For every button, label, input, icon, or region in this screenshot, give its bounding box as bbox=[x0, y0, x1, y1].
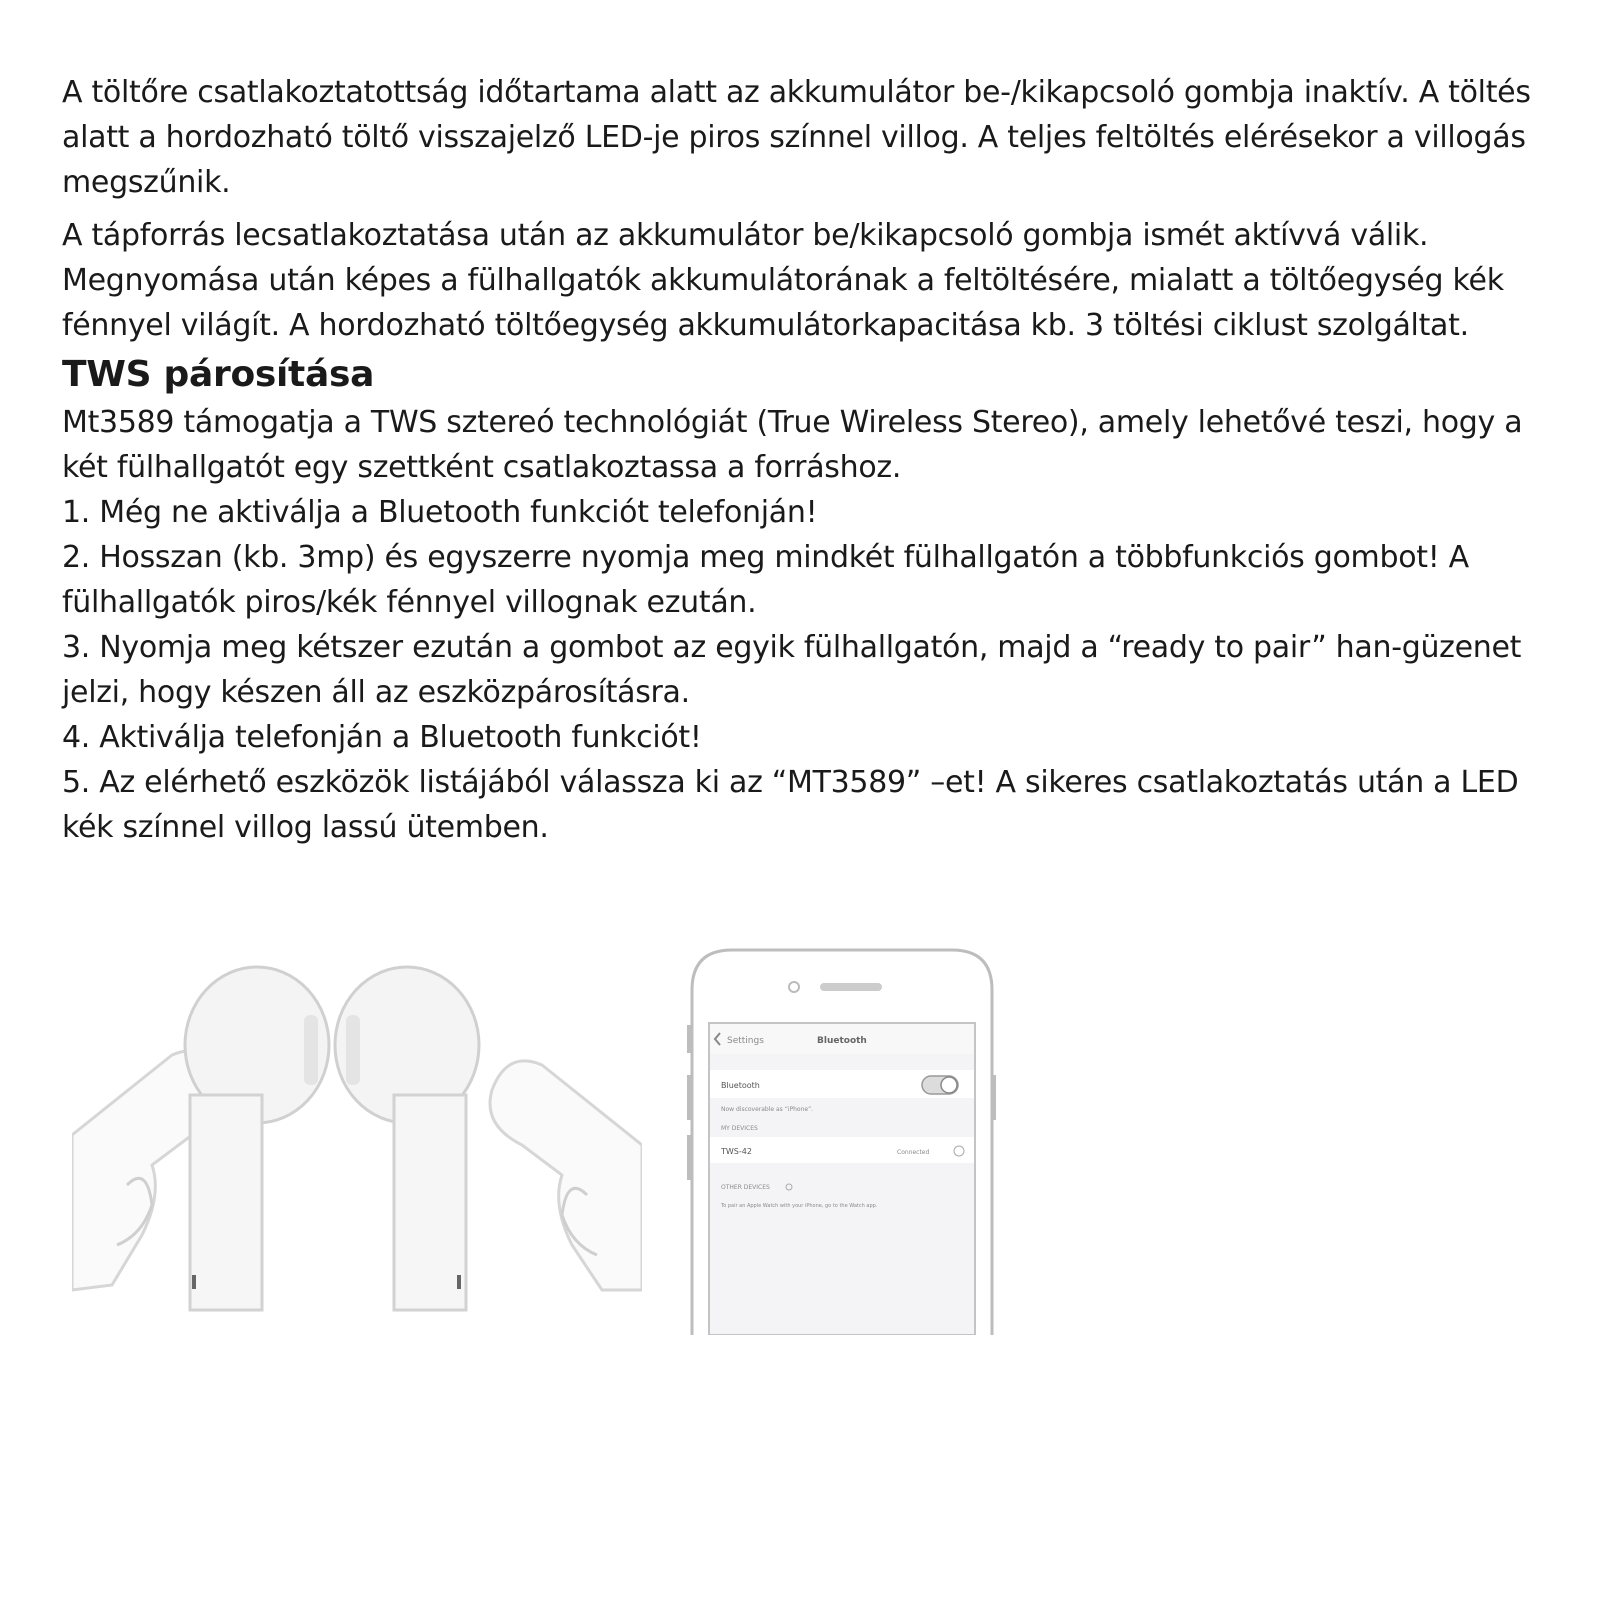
screen-title: Bluetooth bbox=[817, 1036, 867, 1046]
step-3: 3. Nyomja meg kétszer ezután a gombot az egyik fülhallgatón, majd a “ready to pair” han-güzenet jelzi, hogy készen áll az eszközpárosításra. bbox=[62, 630, 1522, 710]
paragraph-power-source: A tápforrás lecsatlakoztatása után az akkumulátor be/kikapcsoló gombja ismét aktívvá válik. Megnyomása után képes a fülhallgatók akkumulátorának a feltöltésére, mialatt a töltőegység kék fénnyel világít. A hordozható töltőegység akkumulátorkapacitása kb. 3 töltési ciklust szolgáltat. bbox=[62, 218, 1504, 343]
step-4: 4. Aktiválja telefonján a Bluetooth funkciót! bbox=[62, 720, 702, 755]
document-page bbox=[62, 70, 1552, 850]
pair-note: To pair an Apple Watch with your iPhone, go to the Watch app. bbox=[721, 1203, 878, 1209]
section-intro: Mt3589 támogatja a TWS sztereó technológiát (True Wireless Stereo), amely lehetővé teszi, hogy a két fülhallgatót egy szettként csatlakoztassa a forráshoz. bbox=[62, 405, 1523, 485]
device-name: TWS-42 bbox=[721, 1147, 752, 1156]
discoverable-note: Now discoverable as “iPhone”. bbox=[721, 1106, 814, 1113]
bluetooth-label: Bluetooth bbox=[721, 1081, 760, 1090]
illustration bbox=[72, 945, 1002, 1355]
step-2: 2. Hosszan (kb. 3mp) és egyszerre nyomja meg mindkét fülhallgatón a többfunkciós gombot! A fülhallgatók piros/kék fénnyel villognak ezután. bbox=[62, 540, 1469, 620]
phone-illustration bbox=[687, 945, 997, 1335]
section-heading: TWS párosítása bbox=[62, 354, 375, 395]
back-label: Settings bbox=[727, 1036, 764, 1046]
other-devices-header: OTHER DEVICES bbox=[721, 1184, 770, 1191]
my-devices-header: MY DEVICES bbox=[721, 1125, 758, 1132]
device-status: Connected bbox=[897, 1149, 930, 1156]
step-1: 1. Még ne aktiválja a Bluetooth funkciót telefonján! bbox=[62, 495, 818, 530]
phone-screen bbox=[709, 1023, 975, 1335]
paragraph-charging: A töltőre csatlakoztatottság időtartama alatt az akkumulátor be-/kikapcsoló gombja inaktív. A töltés alatt a hordozható töltő visszajelző LED-je piros színnel villog. A teljes feltöltés elérésekor a villogás megszűnik. bbox=[62, 75, 1531, 200]
step-5: 5. Az elérhető eszközök listájából válassza ki az “MT3589” –et! A sikeres csatlakoztatás után a LED kék színnel villog lassú ütemben. bbox=[62, 765, 1519, 845]
earbuds-illustration bbox=[72, 945, 642, 1330]
speaker-icon bbox=[820, 983, 882, 991]
